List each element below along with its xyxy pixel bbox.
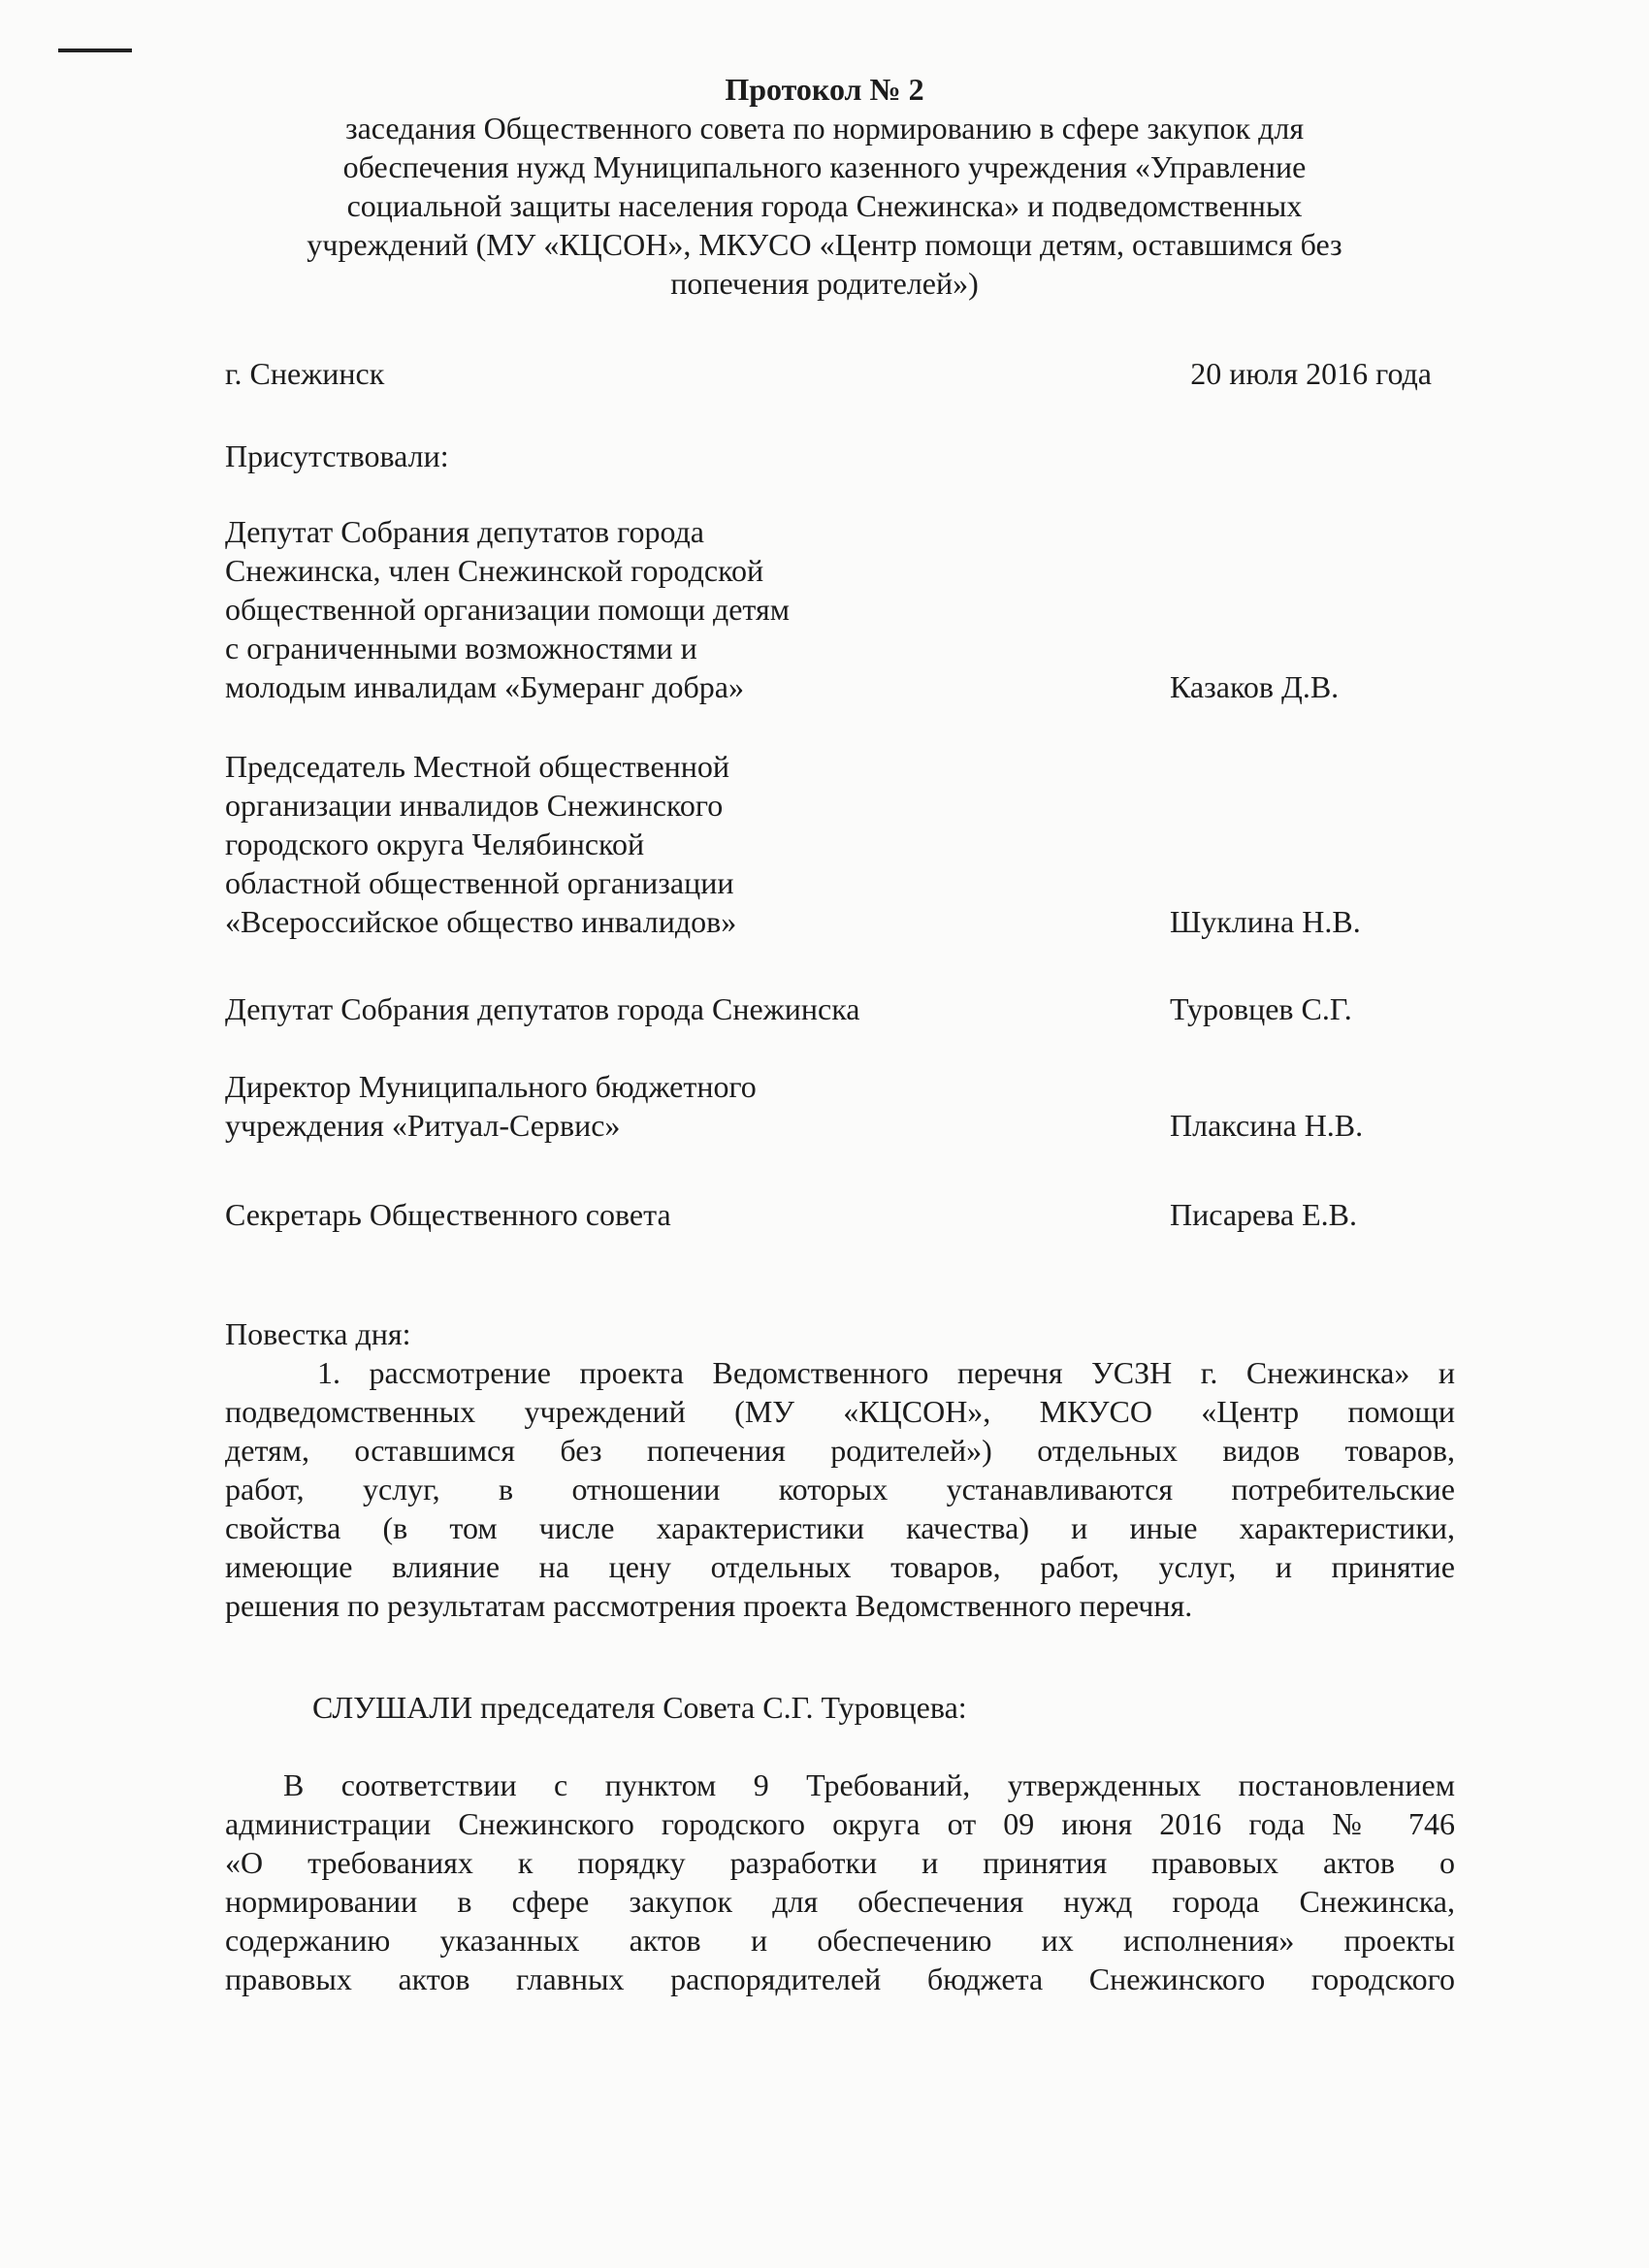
agenda-line: имеющие влияние на цену отдельных товаров, работ, услуг, и принятие <box>225 1549 1455 1584</box>
role-line: Депутат Собрания депутатов города Снежинска <box>225 991 860 1026</box>
role-line: с ограниченными возможностями и <box>225 631 697 665</box>
role-line: Директор Муниципального бюджетного <box>225 1069 757 1104</box>
body-line: В соответствии с пунктом 9 Требований, утвержденных постановлением <box>283 1767 1455 1802</box>
role-line: городского округа Челябинской <box>225 826 645 861</box>
role-line: областной общественной организации <box>225 865 734 900</box>
header-line: заседания Общественного совета по нормированию в сфере закупок для <box>344 111 1305 146</box>
heard-heading: СЛУШАЛИ председателя Совета С.Г. Туровцева: <box>312 1690 967 1725</box>
attendee <box>225 747 1432 941</box>
header-line: обеспечения нужд Муниципального казенного учреждения «Управление <box>342 149 1307 184</box>
role-line: Секретарь Общественного совета <box>225 1197 671 1232</box>
attendee-name: Шуклина Н.В. <box>1170 904 1361 939</box>
attendee-role <box>225 989 923 1028</box>
attendee-role <box>225 1195 923 1234</box>
body-line: содержанию указанных актов и обеспечению их исполнения» проекты <box>225 1923 1455 1958</box>
agenda-line: свойства (в том числе характеристики качества) и иные характеристики, <box>225 1510 1455 1545</box>
place-date-line <box>225 354 1432 393</box>
document-header <box>218 70 1431 303</box>
role-line: Депутат Собрания депутатов города <box>225 514 704 549</box>
role-line: «Всероссийское общество инвалидов» <box>225 904 737 939</box>
attendee <box>225 512 1432 706</box>
attendee-name: Плаксина Н.В. <box>1170 1108 1364 1143</box>
attendee-name: Туровцев С.Г. <box>1170 991 1352 1026</box>
attendee-role <box>225 747 923 941</box>
body-line: нормировании в сфере закупок для обеспечения нужд города Снежинска, <box>225 1884 1455 1919</box>
attendee <box>225 1067 1432 1145</box>
role-line: Снежинска, член Снежинской городской <box>225 553 764 588</box>
city: г. Снежинск <box>225 356 385 391</box>
role-line: Председатель Местной общественной <box>225 749 730 784</box>
agenda-line: детям, оставшимся без попечения родителей») отдельных видов товаров, <box>225 1433 1455 1468</box>
header-line: учреждений (МУ «КЦСОН», МКУСО «Центр помощи детям, оставшимся без <box>307 227 1342 262</box>
agenda-label: Повестка дня: <box>225 1316 411 1351</box>
protocol-number: Протокол № 2 <box>725 72 924 107</box>
agenda-line: 1. рассмотрение проекта Ведомственного перечня УСЗН г. Снежинска» и <box>317 1355 1455 1390</box>
role-line: учреждения «Ритуал-Сервис» <box>225 1108 621 1143</box>
attendee-name: Казаков Д.В. <box>1170 669 1340 704</box>
attendee-name: Писарева Е.В. <box>1170 1197 1358 1232</box>
body-paragraph <box>225 1766 1455 1998</box>
attendee-role <box>225 1067 923 1145</box>
attendee <box>225 989 1432 1028</box>
role-line: молодым инвалидам «Бумеранг добра» <box>225 669 744 704</box>
role-line: организации инвалидов Снежинского <box>225 788 724 823</box>
agenda-line: решения по результатам рассмотрения проекта Ведомственного перечня. <box>225 1588 1193 1623</box>
body-line: правовых актов главных распорядителей бюджета Снежинского городского <box>225 1961 1455 1996</box>
agenda-line: работ, услуг, в отношении которых устанавливаются потребительские <box>225 1472 1455 1507</box>
body-line: администрации Снежинского городского округа от 09 июня 2016 года № 746 <box>225 1806 1455 1841</box>
body-line: «О требованиях к порядку разработки и принятия правовых актов о <box>225 1845 1455 1880</box>
attendee <box>225 1195 1432 1234</box>
header-line: попечения родителей») <box>670 266 979 301</box>
attendee-role <box>225 512 923 706</box>
agenda-line: подведомственных учреждений (МУ «КЦСОН», МКУСО «Центр помощи <box>225 1394 1455 1429</box>
header-line: социальной защиты населения города Снежинска» и подведомственных <box>346 188 1303 223</box>
meeting-date: 20 июля 2016 года <box>1190 356 1432 391</box>
attendance-label: Присутствовали: <box>225 438 449 473</box>
agenda-item <box>225 1353 1455 1625</box>
role-line: общественной организации помощи детям <box>225 592 790 627</box>
